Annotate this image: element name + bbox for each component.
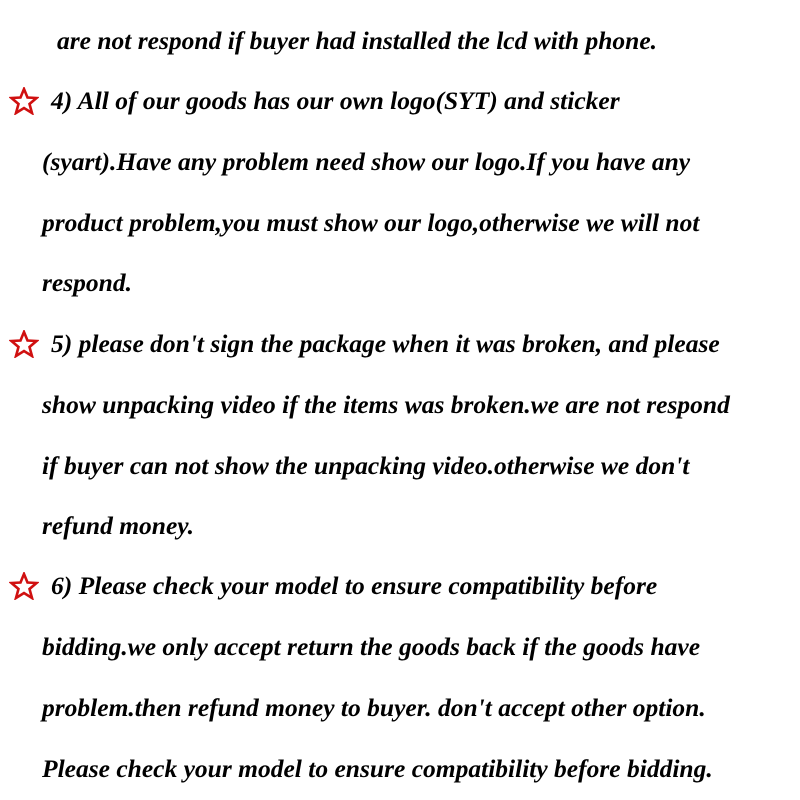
text-line-4: product problem,you must show our logo,otherwise we will not — [42, 208, 700, 237]
text-line-1: are not respond if buyer had installed the lcd with phone. — [57, 26, 658, 55]
text-line-7: show unpacking video if the items was broken.we are not respond — [42, 390, 730, 419]
text-line-12: problem.then refund money to buyer. don't accept other option. — [42, 693, 706, 722]
star-bullet-icon — [9, 330, 39, 358]
text-line-6: 5) please don't sign the package when it was broken, and please — [51, 329, 720, 358]
text-line-10: 6) Please check your model to ensure compatibility before — [51, 571, 658, 600]
text-line-9: refund money. — [42, 511, 195, 540]
text-line-3: (syart).Have any problem need show our logo.If you have any — [42, 147, 691, 176]
text-line-11: bidding.we only accept return the goods back if the goods have — [42, 632, 701, 661]
text-line-5: respond. — [42, 268, 132, 297]
star-bullet-icon — [9, 87, 39, 115]
star-bullet-icon — [9, 572, 39, 600]
text-line-13: Please check your model to ensure compatibility before bidding. — [42, 754, 713, 783]
text-line-2: 4) All of our goods has our own logo(SYT) and sticker — [51, 86, 620, 115]
text-line-8: if buyer can not show the unpacking video.otherwise we don't — [42, 451, 690, 480]
